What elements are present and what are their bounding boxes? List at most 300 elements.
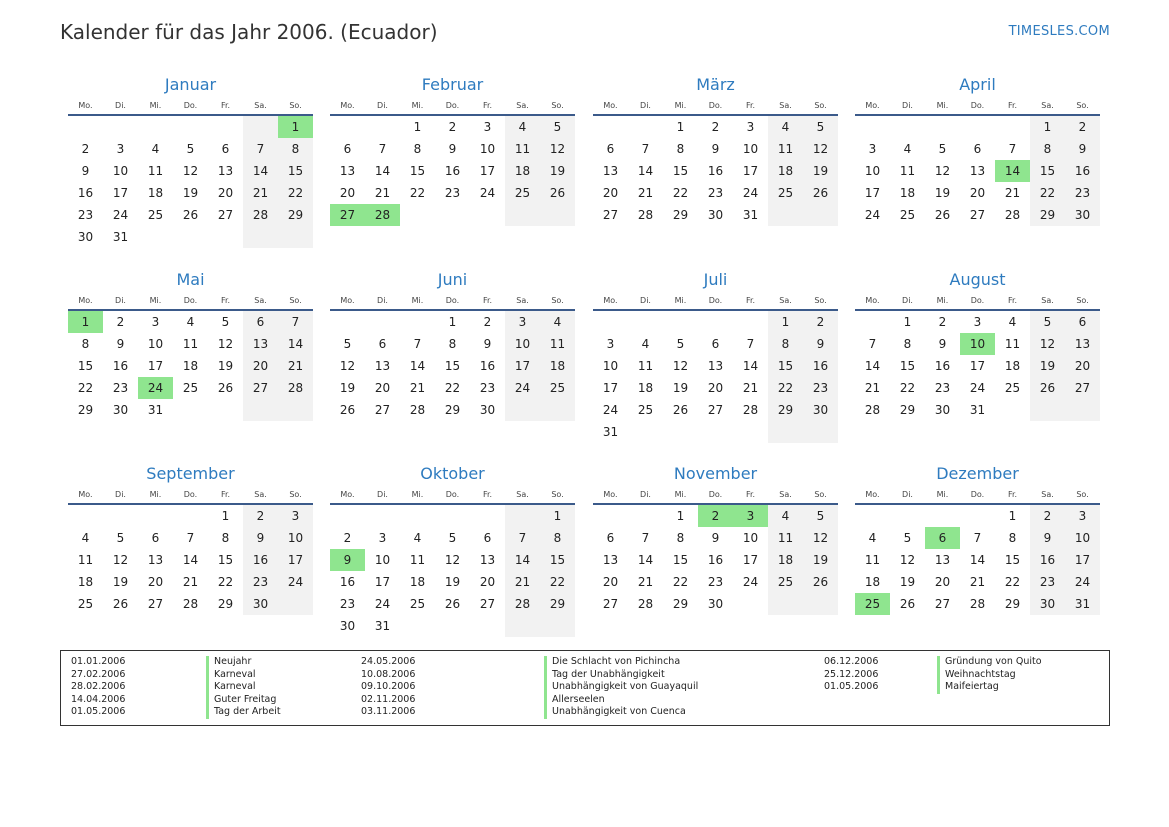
empty-cell [540, 399, 575, 421]
day-cell: 16 [339, 575, 356, 589]
day-cell: 7 [868, 337, 877, 351]
week-row [593, 138, 838, 160]
weekday-label: So. [289, 295, 302, 305]
day-cell: 30 [339, 619, 356, 633]
day-cell: 16 [444, 164, 461, 178]
empty-cell [103, 505, 138, 527]
weekday-label: Mo. [340, 100, 355, 110]
day-cell: 17 [278, 549, 313, 571]
day-cell: 24 [479, 186, 496, 200]
day-cell: 12 [934, 164, 951, 178]
empty-cell [208, 116, 243, 138]
day-cell: 19 [339, 381, 356, 395]
weekday-label: Mi. [411, 295, 424, 305]
empty-cell [208, 226, 243, 248]
holiday-day-cell: 9 [330, 549, 365, 571]
week-row [593, 333, 838, 355]
day-cell: 18 [409, 575, 426, 589]
day-cell: 11 [1004, 337, 1021, 351]
day-cell: 16 [77, 186, 94, 200]
day-cell: 22 [444, 381, 461, 395]
day-cell: 24 [112, 208, 129, 222]
day-cell: 14 [409, 359, 426, 373]
holiday-name: Unabhängigkeit von Cuenca [544, 706, 698, 719]
day-cell: 27 [147, 597, 164, 611]
weekday-label: Do. [708, 295, 723, 305]
day-cell: 14 [505, 549, 540, 571]
day-cell: 9 [243, 527, 278, 549]
weekday-label: Mi. [674, 489, 687, 499]
day-cell: 13 [339, 164, 356, 178]
day-cell: 25 [77, 597, 94, 611]
day-cell: 20 [217, 186, 234, 200]
holiday-dates-column [71, 656, 125, 719]
day-cell: 29 [672, 597, 689, 611]
day-cell: 15 [672, 553, 689, 567]
holiday-date: 01.05.2006 [71, 706, 126, 718]
week-row [330, 311, 575, 333]
day-cell: 27 [217, 208, 234, 222]
day-cell: 2 [81, 142, 90, 156]
day-cell: 26 [217, 381, 234, 395]
weekday-header [593, 291, 838, 311]
day-cell: 16 [479, 359, 496, 373]
day-cell: 10 [742, 142, 759, 156]
day-cell: 20 [934, 575, 951, 589]
day-cell: 8 [413, 142, 422, 156]
day-cell: 22 [217, 575, 234, 589]
day-cell: 16 [1065, 160, 1100, 182]
day-cell: 24 [864, 208, 881, 222]
day-cell: 11 [768, 138, 803, 160]
holiday-day-cell: 6 [925, 527, 960, 549]
weekday-label: Do. [708, 100, 723, 110]
day-cell: 5 [343, 337, 352, 351]
day-cell: 30 [243, 593, 278, 615]
weekday-label: Mo. [603, 295, 618, 305]
day-cell: 2 [1030, 505, 1065, 527]
week-row [68, 571, 313, 593]
weekday-header [330, 96, 575, 116]
day-cell: 20 [707, 381, 724, 395]
weekday-label: So. [289, 100, 302, 110]
weekday-label: Fr. [220, 100, 231, 110]
day-cell: 11 [540, 333, 575, 355]
day-cell: 11 [147, 164, 164, 178]
week-row [593, 311, 838, 333]
day-cell: 14 [969, 553, 986, 567]
week-row [330, 571, 575, 593]
month-1 [68, 74, 313, 248]
month-name: Dezember [936, 464, 1019, 483]
day-cell: 29 [1004, 597, 1021, 611]
month-2 [330, 74, 575, 226]
empty-cell [330, 311, 365, 333]
holiday-name: Die Schlacht von Pichincha [544, 656, 698, 669]
day-cell: 18 [147, 186, 164, 200]
empty-cell [173, 505, 208, 527]
day-cell: 19 [899, 575, 916, 589]
day-cell: 22 [1004, 575, 1021, 589]
week-row [855, 527, 1100, 549]
weekday-label: Mo. [865, 489, 880, 499]
empty-cell [330, 505, 365, 527]
weekday-label: So. [551, 295, 564, 305]
month-6 [330, 269, 575, 421]
day-cell: 30 [707, 597, 724, 611]
day-cell: 4 [151, 142, 160, 156]
day-cell: 26 [339, 403, 356, 417]
day-cell: 14 [864, 359, 881, 373]
day-cell: 12 [182, 164, 199, 178]
empty-cell [138, 226, 173, 248]
day-cell: 27 [374, 403, 391, 417]
empty-cell [435, 505, 470, 527]
day-cell: 22 [409, 186, 426, 200]
day-cell: 24 [969, 381, 986, 395]
weekday-label: Mi. [149, 100, 162, 110]
day-cell: 3 [746, 120, 755, 134]
empty-cell [960, 116, 995, 138]
day-cell: 13 [602, 553, 619, 567]
weekday-label: Fr. [482, 295, 493, 305]
day-cell: 26 [1030, 377, 1065, 399]
empty-cell [698, 311, 733, 333]
day-cell: 25 [505, 182, 540, 204]
day-cell: 26 [899, 597, 916, 611]
day-cell: 22 [77, 381, 94, 395]
weekday-label: Do. [445, 100, 460, 110]
day-cell: 26 [934, 208, 951, 222]
day-cell: 28 [243, 204, 278, 226]
day-cell: 4 [505, 116, 540, 138]
weekday-label: So. [1076, 489, 1089, 499]
day-cell: 4 [413, 531, 422, 545]
holiday-name: Allerseelen [544, 694, 698, 707]
day-cell: 19 [540, 160, 575, 182]
day-cell: 10 [602, 359, 619, 373]
weekday-header [593, 96, 838, 116]
day-cell: 19 [444, 575, 461, 589]
empty-cell [540, 204, 575, 226]
day-cell: 22 [540, 571, 575, 593]
holiday-date: 24.05.2006 [361, 656, 416, 667]
week-row [855, 116, 1100, 138]
week-row [68, 226, 313, 248]
holiday-date: 25.12.2006 [824, 668, 879, 680]
day-cell: 18 [77, 575, 94, 589]
empty-cell [925, 116, 960, 138]
weekday-label: Fr. [482, 100, 493, 110]
day-cell: 9 [711, 142, 720, 156]
weekday-label: Mo. [865, 295, 880, 305]
day-cell: 5 [186, 142, 195, 156]
week-row [855, 571, 1100, 593]
day-cell: 25 [899, 208, 916, 222]
week-row [330, 138, 575, 160]
day-cell: 5 [540, 116, 575, 138]
holiday-date: 01.05.2006 [824, 681, 879, 693]
day-cell: 8 [278, 138, 313, 160]
day-cell: 7 [641, 531, 650, 545]
day-cell: 27 [707, 403, 724, 417]
holiday-day-cell: 3 [733, 505, 768, 527]
day-cell: 18 [768, 549, 803, 571]
day-cell: 2 [243, 505, 278, 527]
week-row [68, 377, 313, 399]
day-cell: 27 [934, 597, 951, 611]
weekday-label: Mi. [411, 489, 424, 499]
weekday-label: So. [289, 489, 302, 499]
day-cell: 29 [444, 403, 461, 417]
week-row [855, 399, 1100, 421]
weekday-label: So. [1076, 295, 1089, 305]
day-cell: 31 [374, 619, 391, 633]
day-cell: 10 [374, 553, 391, 567]
holiday-name: Tag der Unabhängigkeit [544, 669, 698, 682]
empty-cell [173, 226, 208, 248]
day-cell: 24 [602, 403, 619, 417]
empty-cell [855, 311, 890, 333]
day-cell: 30 [803, 399, 838, 421]
day-cell: 7 [641, 142, 650, 156]
day-cell: 18 [540, 355, 575, 377]
empty-cell [628, 116, 663, 138]
day-cell: 23 [1065, 182, 1100, 204]
empty-cell [733, 421, 768, 443]
day-cell: 21 [742, 381, 759, 395]
day-cell: 29 [768, 399, 803, 421]
day-cell: 3 [151, 315, 160, 329]
empty-cell [138, 505, 173, 527]
day-cell: 16 [707, 553, 724, 567]
day-cell: 1 [1030, 116, 1065, 138]
day-cell: 10 [864, 164, 881, 178]
weekday-label: Di. [640, 100, 651, 110]
day-cell: 30 [707, 208, 724, 222]
empty-cell [593, 311, 628, 333]
weekday-label: Mi. [936, 295, 949, 305]
holiday-date: 28.02.2006 [71, 681, 126, 693]
day-cell: 28 [637, 597, 654, 611]
empty-cell [470, 615, 505, 637]
day-cell: 28 [637, 208, 654, 222]
empty-cell [1030, 399, 1065, 421]
day-cell: 21 [374, 186, 391, 200]
day-cell: 18 [505, 160, 540, 182]
day-cell: 11 [409, 553, 426, 567]
day-cell: 13 [479, 553, 496, 567]
day-cell: 4 [540, 311, 575, 333]
day-cell: 7 [378, 142, 387, 156]
weekday-label: Mi. [936, 100, 949, 110]
day-cell: 28 [278, 377, 313, 399]
day-cell: 7 [243, 138, 278, 160]
site-link[interactable]: TIMESLES.COM [1008, 24, 1110, 39]
day-cell: 19 [1030, 355, 1065, 377]
weekday-label: Sa. [254, 489, 267, 499]
weekday-label: So. [814, 295, 827, 305]
day-cell: 31 [969, 403, 986, 417]
day-cell: 15 [540, 549, 575, 571]
week-row [68, 138, 313, 160]
day-cell: 20 [243, 355, 278, 377]
empty-cell [435, 204, 470, 226]
day-cell: 4 [641, 337, 650, 351]
weekday-label: Fr. [745, 100, 756, 110]
week-row [68, 182, 313, 204]
day-cell: 15 [1004, 553, 1021, 567]
day-cell: 19 [803, 160, 838, 182]
holiday-day-cell: 10 [960, 333, 995, 355]
empty-cell [890, 505, 925, 527]
day-cell: 8 [540, 527, 575, 549]
day-cell: 8 [768, 333, 803, 355]
empty-cell [278, 399, 313, 421]
empty-cell [505, 505, 540, 527]
weekday-label: Di. [115, 489, 126, 499]
day-cell: 3 [278, 505, 313, 527]
weekday-label: Mo. [603, 489, 618, 499]
weekday-label: Mi. [149, 489, 162, 499]
empty-cell [400, 615, 435, 637]
holiday-names-column [206, 656, 281, 719]
week-row [855, 138, 1100, 160]
week-row [330, 355, 575, 377]
day-cell: 5 [938, 142, 947, 156]
holiday-day-cell: 14 [995, 160, 1030, 182]
day-cell: 5 [676, 337, 685, 351]
weekday-label: Fr. [482, 489, 493, 499]
empty-cell [768, 593, 803, 615]
day-cell: 30 [479, 403, 496, 417]
day-cell: 29 [217, 597, 234, 611]
week-row [593, 204, 838, 226]
day-cell: 22 [768, 377, 803, 399]
empty-cell [243, 226, 278, 248]
day-cell: 20 [969, 186, 986, 200]
day-cell: 30 [1065, 204, 1100, 226]
day-cell: 29 [672, 208, 689, 222]
day-cell: 12 [803, 527, 838, 549]
day-cell: 1 [1008, 509, 1017, 523]
day-cell: 25 [147, 208, 164, 222]
empty-cell [1065, 399, 1100, 421]
weekday-label: Mo. [603, 100, 618, 110]
day-cell: 2 [483, 315, 492, 329]
day-cell: 17 [742, 164, 759, 178]
weekday-label: Mo. [340, 489, 355, 499]
empty-cell [435, 615, 470, 637]
weekday-label: So. [814, 489, 827, 499]
day-cell: 10 [112, 164, 129, 178]
day-cell: 17 [1065, 549, 1100, 571]
day-cell: 22 [672, 575, 689, 589]
month-7 [593, 269, 838, 443]
holiday-date: 27.02.2006 [71, 668, 126, 680]
holiday-day-cell: 1 [278, 116, 313, 138]
day-cell: 4 [81, 531, 90, 545]
empty-cell [768, 421, 803, 443]
holiday-names-column [937, 656, 1042, 694]
day-cell: 13 [1065, 333, 1100, 355]
empty-cell [365, 505, 400, 527]
weekday-label: Sa. [779, 489, 792, 499]
week-row [855, 182, 1100, 204]
week-row [855, 377, 1100, 399]
day-cell: 28 [742, 403, 759, 417]
day-cell: 2 [938, 315, 947, 329]
day-cell: 3 [116, 142, 125, 156]
week-row [68, 549, 313, 571]
day-cell: 4 [186, 315, 195, 329]
weekday-header [330, 291, 575, 311]
holiday-date: 02.11.2006 [361, 693, 416, 705]
day-cell: 23 [77, 208, 94, 222]
week-row [855, 505, 1100, 527]
day-cell: 3 [505, 311, 540, 333]
day-cell: 8 [448, 337, 457, 351]
day-cell: 2 [711, 120, 720, 134]
day-cell: 28 [182, 597, 199, 611]
day-cell: 20 [479, 575, 496, 589]
day-cell: 16 [243, 549, 278, 571]
month-name: Mai [176, 270, 205, 289]
day-cell: 27 [479, 597, 496, 611]
weekday-label: So. [814, 100, 827, 110]
empty-cell [593, 116, 628, 138]
holiday-date: 10.08.2006 [361, 668, 416, 680]
day-cell: 21 [864, 381, 881, 395]
weekday-label: Mi. [936, 489, 949, 499]
weekday-label: Sa. [254, 100, 267, 110]
day-cell: 20 [374, 381, 391, 395]
day-cell: 21 [969, 575, 986, 589]
day-cell: 16 [707, 164, 724, 178]
weekday-label: Mo. [78, 489, 93, 499]
day-cell: 4 [868, 531, 877, 545]
day-cell: 31 [112, 230, 129, 244]
day-cell: 22 [1030, 182, 1065, 204]
day-cell: 4 [768, 116, 803, 138]
day-cell: 26 [803, 571, 838, 593]
day-cell: 9 [1030, 527, 1065, 549]
day-cell: 17 [112, 186, 129, 200]
day-cell: 3 [973, 315, 982, 329]
week-row [68, 333, 313, 355]
empty-cell [243, 399, 278, 421]
week-row [855, 355, 1100, 377]
day-cell: 30 [77, 230, 94, 244]
empty-cell [68, 116, 103, 138]
day-cell: 17 [374, 575, 391, 589]
day-cell: 7 [746, 337, 755, 351]
weekday-header [855, 485, 1100, 505]
weekday-label: Di. [902, 100, 913, 110]
day-cell: 10 [1065, 527, 1100, 549]
day-cell: 15 [672, 164, 689, 178]
week-row [855, 160, 1100, 182]
day-cell: 1 [903, 315, 912, 329]
empty-cell [960, 505, 995, 527]
empty-cell [768, 204, 803, 226]
empty-cell [803, 421, 838, 443]
day-cell: 24 [374, 597, 391, 611]
weekday-label: Sa. [516, 489, 529, 499]
day-cell: 25 [182, 381, 199, 395]
empty-cell [103, 116, 138, 138]
day-cell: 13 [602, 164, 619, 178]
